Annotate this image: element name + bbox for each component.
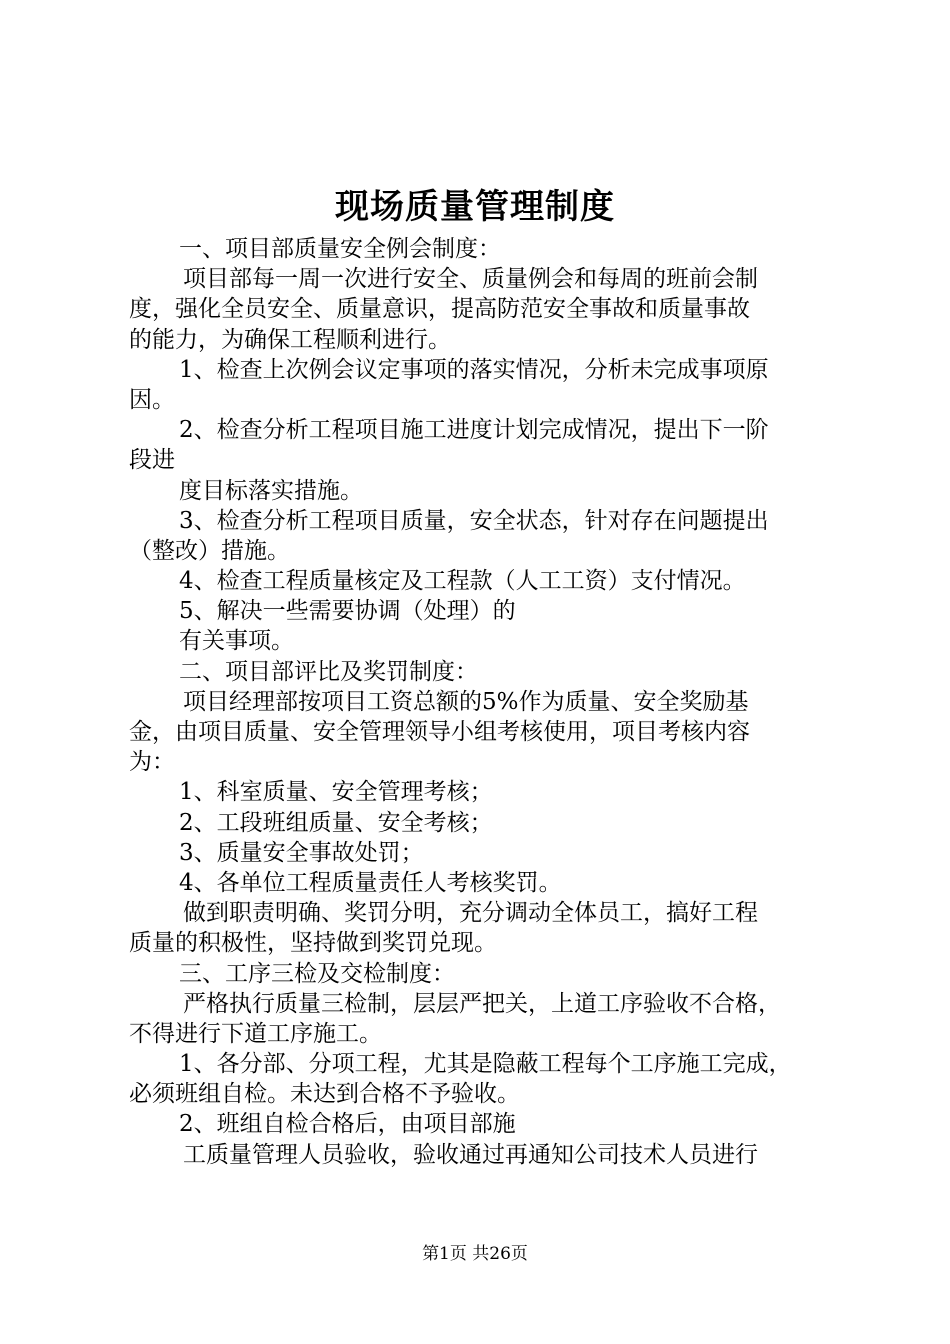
paragraph-line: 度目标落实措施。 bbox=[179, 477, 363, 504]
paragraph-line: 有关事项。 bbox=[179, 628, 294, 655]
list-item: 2、工段班组质量、安全考核； bbox=[179, 809, 493, 836]
paragraph-line: 必须班组自检。未达到合格不予验收。 bbox=[129, 1081, 520, 1108]
list-item: 4、检查工程质量核定及工程款（人工工资）支付情况。 bbox=[179, 568, 746, 595]
paragraph-line: 度，强化全员安全、质量意识，提高防范安全事故和质量事故 bbox=[129, 296, 750, 323]
paragraph-line: 金，由项目质量、安全管理领导小组考核使用，项目考核内容 bbox=[129, 719, 750, 745]
page-number: 第1页 共26页 bbox=[422, 1244, 528, 1264]
list-item: 3、质量安全事故处罚； bbox=[179, 839, 424, 866]
list-item: 2、班组自检合格后，由项目部施 bbox=[179, 1111, 516, 1138]
list-item: 2、检查分析工程项目施工进度计划完成情况，提出下一阶 bbox=[179, 417, 769, 444]
paragraph-line: 项目部每一周一次进行安全、质量例会和每周的班前会制 bbox=[183, 266, 758, 293]
paragraph-line: 严格执行质量三检制，层层严把关，上道工序验收不合格， bbox=[183, 990, 781, 1017]
paragraph-line: 工质量管理人员验收，验收通过再通知公司技术人员进行 bbox=[183, 1141, 758, 1168]
paragraph-line: 因。 bbox=[129, 386, 175, 413]
list-item: 4、各单位工程质量责任人考核奖罚。 bbox=[179, 869, 562, 896]
paragraph-line: 不得进行下道工序施工。 bbox=[129, 1020, 382, 1047]
list-item: 1、科室质量、安全管理考核； bbox=[179, 779, 493, 806]
list-item: 1、检查上次例会议定事项的落实情况，分析未完成事项原 bbox=[179, 356, 769, 383]
paragraph-line: 质量的积极性，坚持做到奖罚兑现。 bbox=[129, 930, 497, 957]
document-body bbox=[129, 234, 831, 1170]
list-item: 5、解决一些需要协调（处理）的 bbox=[179, 598, 516, 625]
paragraph-line: 项目经理部按项目工资总额的5%作为质量、安全奖励基 bbox=[183, 688, 749, 715]
paragraph-line: 为： bbox=[129, 749, 175, 776]
document-title: 现场质量管理制度 bbox=[335, 187, 615, 227]
list-item: 1、各分部、分项工程，尤其是隐蔽工程每个工序施工完成， bbox=[179, 1051, 792, 1078]
section-heading: 三、工序三检及交检制度： bbox=[179, 960, 455, 987]
section-heading: 二、项目部评比及奖罚制度： bbox=[179, 658, 478, 685]
paragraph-line: （整改）措施。 bbox=[129, 537, 290, 564]
paragraph-line: 段进 bbox=[129, 447, 175, 474]
section-heading: 一、项目部质量安全例会制度： bbox=[179, 236, 501, 262]
paragraph-line: 的能力，为确保工程顺利进行。 bbox=[129, 326, 451, 353]
list-item: 3、检查分析工程项目质量，安全状态，针对存在问题提出 bbox=[179, 507, 769, 534]
paragraph-line: 做到职责明确、奖罚分明，充分调动全体员工，搞好工程 bbox=[183, 900, 758, 927]
